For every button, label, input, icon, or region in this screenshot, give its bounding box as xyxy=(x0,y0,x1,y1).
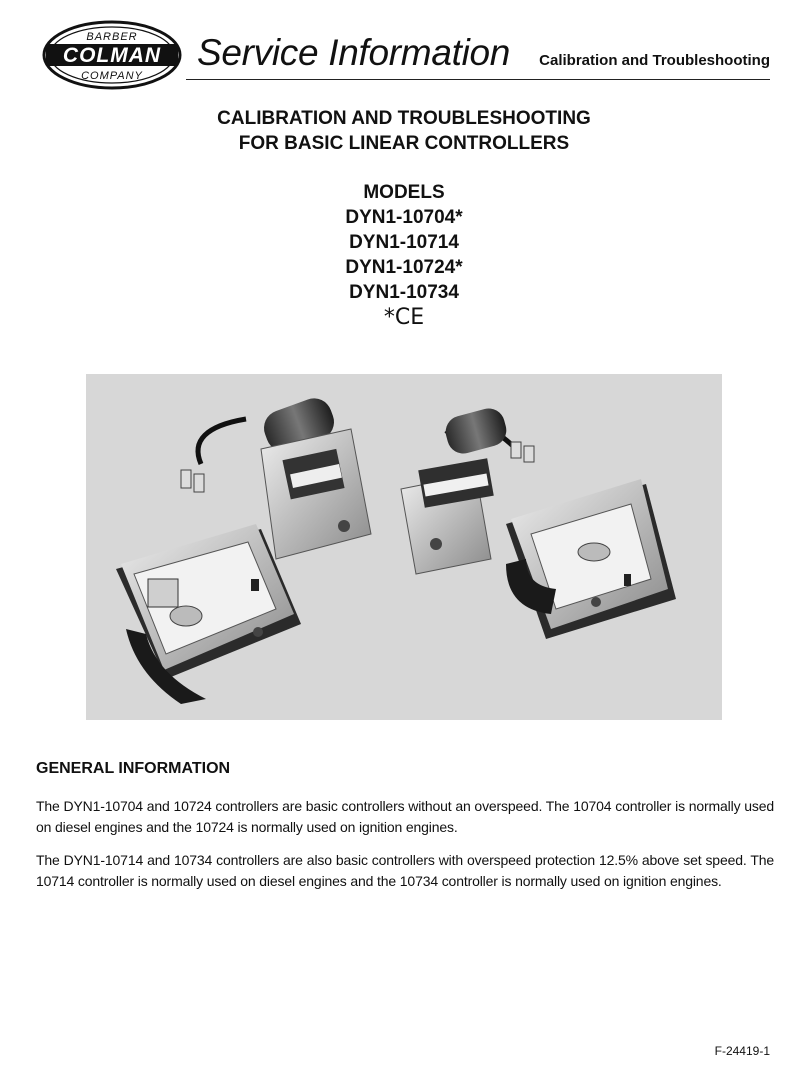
models-heading: MODELS xyxy=(363,182,445,203)
header-subtitle: Calibration and Troubleshooting xyxy=(539,52,770,69)
document-number: F-24419-1 xyxy=(714,1044,770,1058)
model-item: DYN1-10714 xyxy=(349,232,459,253)
document-title-line-2: FOR BASIC LINEAR CONTROLLERS xyxy=(238,133,570,154)
header-divider xyxy=(186,79,770,80)
general-information-paragraph: The DYN1-10704 and 10724 controllers are basic controllers without an overspeed. The 10704 controller is normally used on diesel engines and the 10724 is normally used on ignition engines. xyxy=(36,798,774,835)
service-information-title: Service Information xyxy=(197,32,511,73)
product-photo xyxy=(86,374,722,720)
logo-top-text: BARBER xyxy=(86,31,138,43)
models-list xyxy=(0,180,808,305)
model-item: DYN1-10724* xyxy=(345,257,463,278)
model-item: DYN1-10734 xyxy=(349,282,459,303)
logo-main-text: COLMAN xyxy=(62,44,162,67)
model-item: DYN1-10704* xyxy=(345,207,463,228)
general-information-paragraph: The DYN1-10714 and 10734 controllers are also basic controllers with overspeed protection 12.5% above set speed. The 10714 controller is normally used on diesel engines and the 10734 controller is normally used on ignition engines. xyxy=(36,852,774,889)
ce-mark: *CE xyxy=(383,305,425,330)
general-information-heading: GENERAL INFORMATION xyxy=(36,760,231,777)
logo-bottom-text: COMPANY xyxy=(81,70,143,82)
document-title-line-1: CALIBRATION AND TROUBLESHOOTING xyxy=(217,108,591,129)
barber-colman-logo xyxy=(42,20,182,90)
document-title xyxy=(0,106,808,156)
